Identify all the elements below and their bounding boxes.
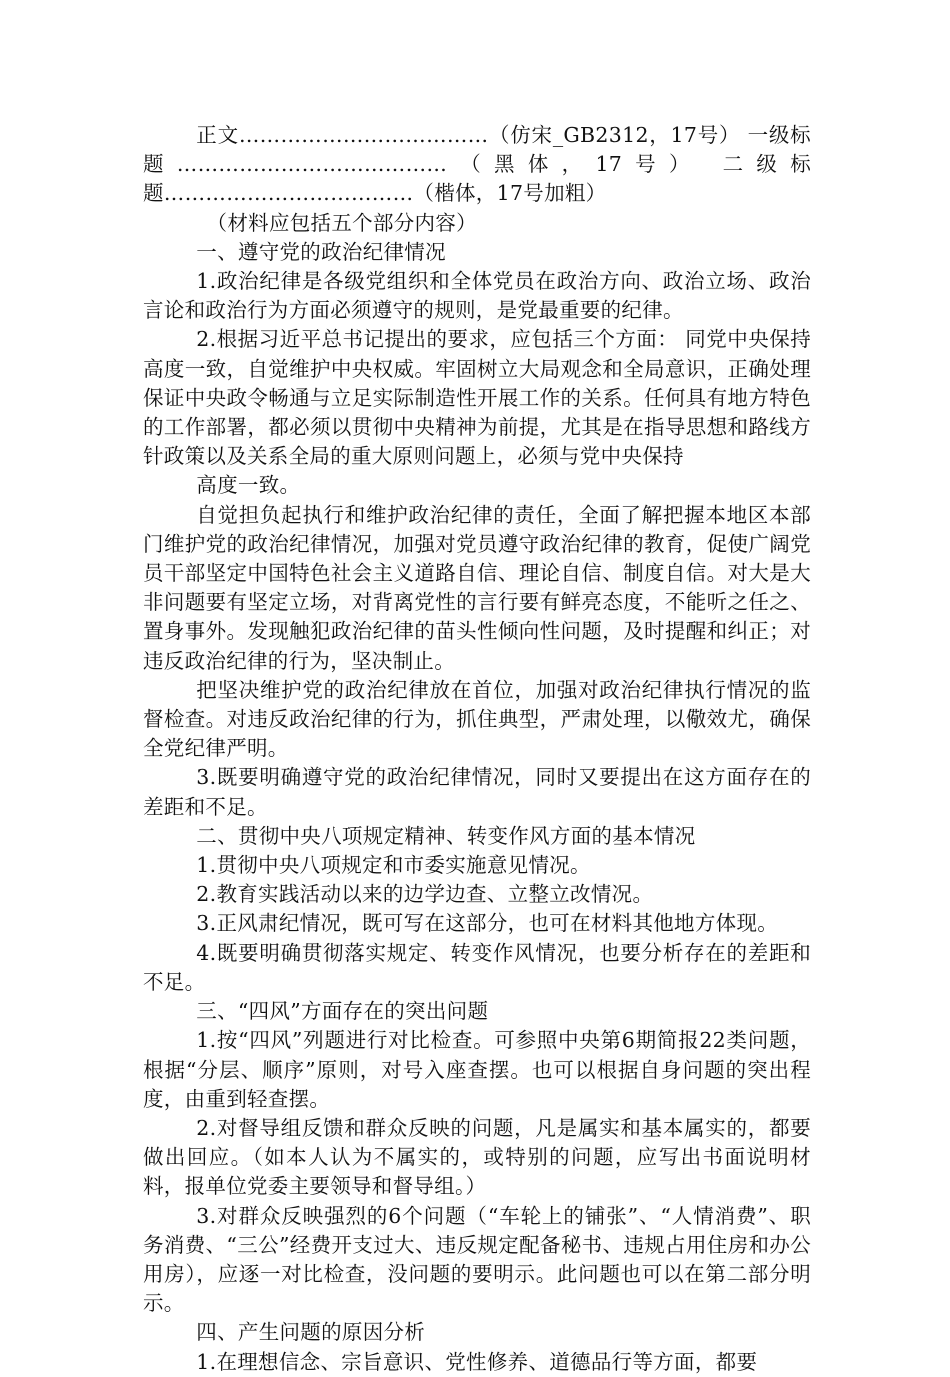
paragraph-3-3: 3.对群众反映强烈的6个问题（“车轮上的铺张”、“人情消费”、职务消费、“三公”经费开支过大、违反规定配备秘书、违规占用住房和办公用房），应逐一对比检查，没问题的要明示。此问题也可以在第二部分明示。 <box>143 1203 811 1316</box>
paragraph-1-duty: 自觉担负起执行和维护政治纪律的责任，全面了解把握本地区本部门维护党的政治纪律情况，加强对党员遵守政治纪律的教育，促使广阔党员干部坚定中国特色社会主义道路自信、理论自信、制度自信。对大是大非问题要有坚定立场，对背离党性的言行要有鲜亮态度，不能听之任之、置身事外。发现触犯政治纪律的苗头性倾向性问题，及时提醒和纠正；对违反政治纪律的行为，坚决制止。 <box>143 502 811 673</box>
paragraph-3-1: 1.按“四风”列题进行对比检查。可参照中央第6期简报22类问题，根据“分层、顺序”原则，对号入座查摆。也可以根据自身问题的突出程度，由重到轻查摆。 <box>143 1028 811 1111</box>
paragraph-2-4: 4.既要明确贯彻落实规定、转变作风情况，也要分析存在的差距和不足。 <box>143 940 811 994</box>
paragraph-2-1: 1.贯彻中央八项规定和市委实施意见情况。 <box>196 853 591 878</box>
paragraph-2-3: 3.正风肃纪情况，既可写在这部分，也可在材料其他地方体现。 <box>196 911 779 936</box>
style-spec-paragraph: 正文………………………………（仿宋_GB2312，17号） 一级标题…………………………………（黑体，17号） 二级标题………………………………（楷体，17号加粗） <box>143 123 811 206</box>
paragraph-1-2-cont: 高度一致。 <box>196 473 301 498</box>
paragraph-3-2: 2.对督导组反馈和群众反映的问题，凡是属实和基本属实的，都要做出回应。（如本人认为不属实的，或特别的问题，应写出书面说明材料，报单位党委主要领导和督导组。） <box>143 1115 811 1199</box>
paragraph-2-2: 2.教育实践活动以来的边学边查、立整立改情况。 <box>196 882 654 907</box>
section-heading-4: 四、产生问题的原因分析 <box>196 1320 426 1345</box>
section-heading-3: 三、“四风”方面存在的突出问题 <box>196 999 489 1024</box>
paragraph-1-priority: 把坚决维护党的政治纪律放在首位，加强对政治纪律执行情况的监督检查。对违反政治纪律的行为，抓住典型，严肃处理，以儆效尤，确保全党纪律严明。 <box>143 677 811 761</box>
document-body <box>143 121 811 1377</box>
section-heading-1: 一、遵守党的政治纪律情况 <box>196 239 446 264</box>
paragraph-1-3: 3.既要明确遵守党的政治纪律情况，同时又要提出在这方面存在的差距和不足。 <box>143 765 811 819</box>
intro-note: （材料应包括五个部分内容） <box>206 210 477 235</box>
paragraph-4-1: 1.在理想信念、宗旨意识、党性修养、道德品行等方面，都要 <box>196 1349 758 1374</box>
paragraph-1-2: 2.根据习近平总书记提出的要求，应包括三个方面： 同党中央保持高度一致，自觉维护中央权威。牢固树立大局观念和全局意识，正确处理保证中央政令畅通与立足实际制造性开展工作的关系。任何具有地方特色的工作部署，都必须以贯彻中央精神为前提，尤其是在指导思想和路线方针政策以及关系全局的重大原则问题上，必须与党中央保持 <box>143 327 811 469</box>
paragraph-1-1: 1.政治纪律是各级党组织和全体党员在政治方向、政治立场、政治言论和政治行为方面必须遵守的规则，是党最重要的纪律。 <box>143 269 811 323</box>
section-heading-2: 二、贯彻中央八项规定精神、转变作风方面的基本情况 <box>196 823 696 848</box>
